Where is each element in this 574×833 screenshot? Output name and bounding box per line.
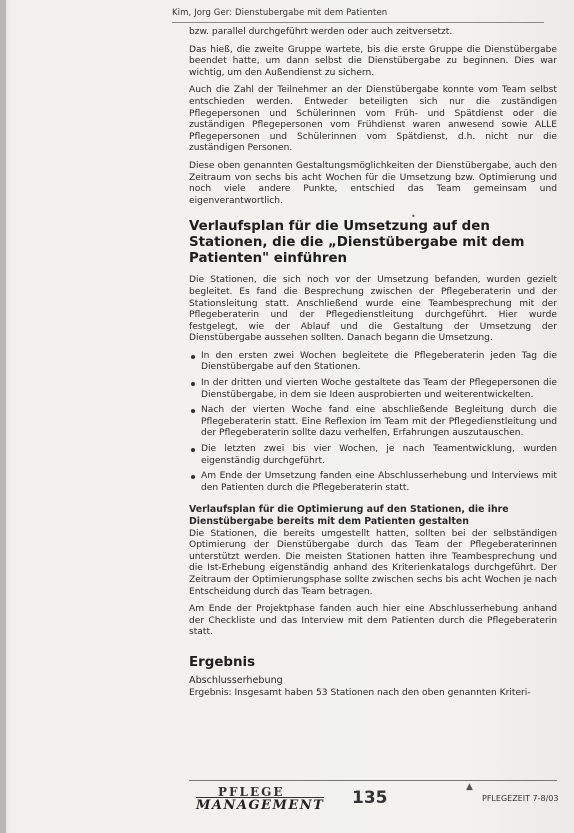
footer-rule	[189, 780, 557, 781]
list-item: Nach der vierten Woche fand eine abschließende Begleitung durch die Pflegeberaterin statt. Eine Reflexion im Team mit der Pflegedienstleitung und der Pflegeberaterin sollte dazu verhelfen, Erfahrungen auszutauschen.	[189, 405, 557, 440]
paragraph: Ergebnis: Insgesamt haben 53 Stationen nach den oben genannten Kriteri-	[189, 687, 531, 698]
section-heading: Verlaufsplan für die Umsetzung auf den Stationen, die die „Dienstübergabe mit dem Patienten" einführen	[189, 219, 525, 267]
issue-label: PFLEGEZEIT 7-8/03	[482, 794, 559, 803]
list-item: Die letzten zwei bis vier Wochen, je nach Teamentwicklung, wurden eigenständig durchgeführt.	[189, 444, 557, 467]
magazine-logo	[196, 785, 325, 821]
paragraph: Die Stationen, die bereits umgestellt hatten, sollten bei der selbständigen Optimierung der Dienstübergabe durch das Team der Pflegeberaterinnen unterstützt werden. Die meisten Stationen hatten ihre Teambesprechung und die Ist-Erhebung eigenständig anhand des Kriterienkatalogs durchgeführt. Der Zeitraum der Optimierungsphase sollte zwischen sechs bis acht Wochen je nach Entscheidung durch das Team betragen.	[189, 528, 557, 597]
text-column	[189, 27, 557, 706]
list-item: In der dritten und vierten Woche gestaltete das Team der Pflegepersonen die Dienstübergabe, in dem sie Ideen ausprobierten und weiterentwickelten.	[189, 378, 557, 401]
paragraph: bzw. parallel durchgeführt werden oder auch zeitversetzt.	[189, 27, 453, 37]
list-item: In den ersten zwei Wochen begleitete die Pflegeberaterin jeden Tag die Dienstübergabe auf den Stationen.	[189, 351, 557, 374]
page-number: 135	[352, 788, 388, 808]
results-heading: Ergebnis	[189, 654, 256, 670]
paragraph: Diese oben genannten Gestaltungsmöglichkeiten der Dienstübergabe, auch den Zeitraum von sechs bis acht Wochen für die Umsetzung bzw. Optimierung und noch viele andere Punkte, entschied das Team gemeinsam und eigenverantwortlich.	[189, 160, 557, 206]
logo-bottom-text: MANAGEMENT	[196, 798, 325, 813]
paragraph: Die Stationen, die sich noch vor der Umsetzung befanden, wurden gezielt begleitet. Es fand die Besprechung zwischen der Pflegeberaterin und der Stationsleitung statt. Anschließend wurde eine Teambesprechung mit der Pflegeberaterin und der Pflegedienstleitung durchgeführt. Hier wurde festgelegt, wie der Ablauf und die Gestaltung der Umsetzung der Dienstübergabe aussehen sollten. Danach begann die Umsetzung.	[189, 275, 557, 344]
bullet-list	[189, 351, 557, 495]
results-subheading: Abschlusserhebung	[189, 674, 283, 686]
header-rule	[172, 22, 544, 23]
running-head: Kim, Jorg Ger: Dienstubergabe mit dem Patienten	[172, 8, 388, 18]
dot-mark: •	[411, 212, 416, 221]
cursor-mark: ▲	[466, 782, 473, 792]
subsection-heading: Verlaufsplan für die Optimierung auf den Stationen, die ihre Dienstübergabe bereits mit dem Patienten gestalten	[189, 504, 509, 527]
paragraph: Das hieß, die zweite Gruppe wartete, bis die erste Gruppe die Dienstübergabe beendet hatte, um dann selbst die Dienstübergabe zu beginnen. Dies war wichtig, um den Außendienst zu sichern.	[189, 44, 557, 78]
paragraph: Auch die Zahl der Teilnehmer an der Dienstübergabe konnte vom Team selbst entschieden werden. Entweder beteiligten sich nur die zuständigen Pflegepersonen und Schülerinnen vom Früh- und Spätdienst oder die zuständigen Pflegepersonen vom Frühdienst waren anwesend sowie ALLE Pflegepersonen und Schülerinnen vom Spätdienst, d.h. nicht nur die zuständigen Personen.	[189, 85, 557, 154]
paragraph: Am Ende der Projektphase fanden auch hier eine Abschlusserhebung anhand der Checkliste und das Interview mit dem Patienten durch die Pflegeberaterin statt.	[189, 604, 557, 638]
list-item: Am Ende der Umsetzung fanden eine Abschlusserhebung und Interviews mit den Patienten durch die Pflegeberaterin statt.	[189, 471, 557, 494]
logo-top-text: PFLEGE	[218, 785, 285, 799]
book-spine-shadow	[0, 0, 6, 833]
